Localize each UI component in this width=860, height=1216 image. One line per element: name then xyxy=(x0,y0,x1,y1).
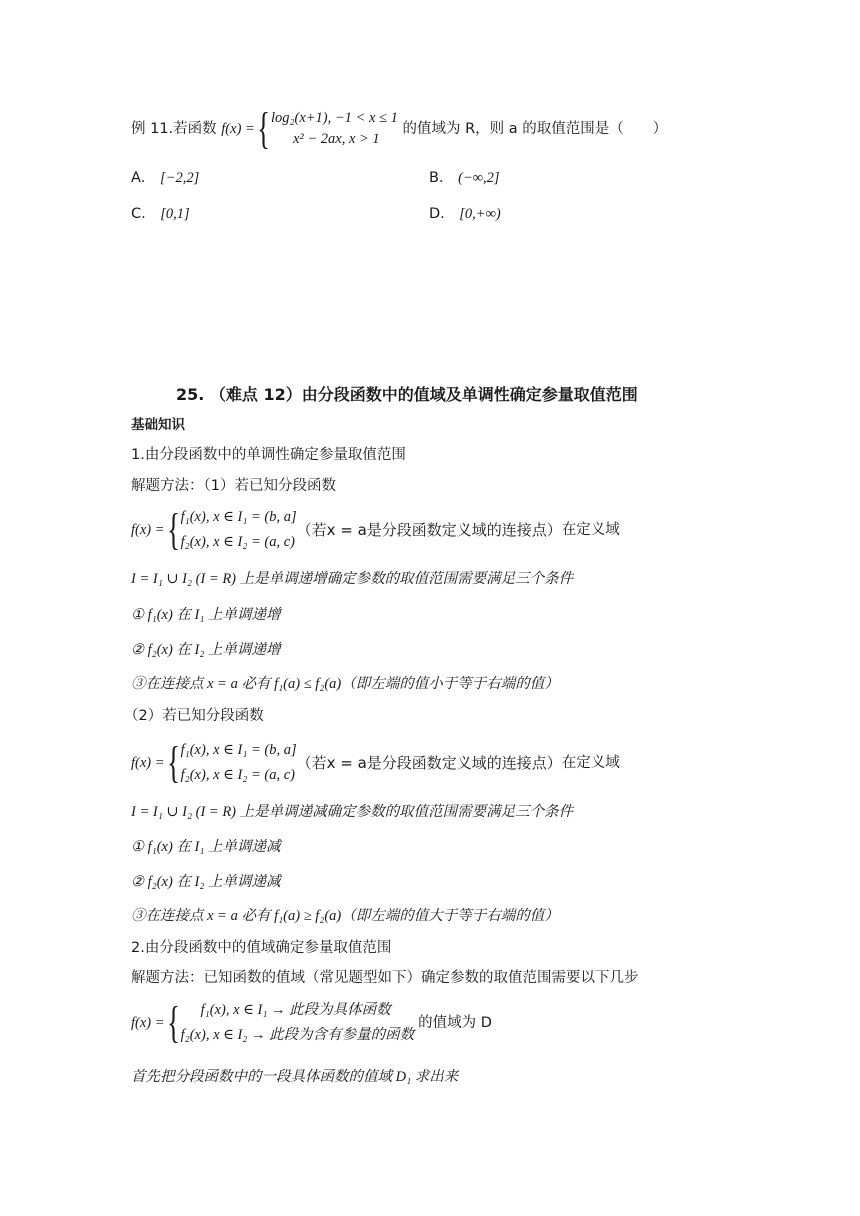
piece-row-1: f₁(x), x ∈ I₁ = (b, a] xyxy=(180,509,297,525)
increasing-statement: I = I₁ ∪ I₂ (I = R) 上是单调递增确定参数的取值范围需要满足三个条件 xyxy=(131,571,574,587)
example-11 xyxy=(131,104,668,153)
option-d: D． [0,+∞) xyxy=(429,206,501,222)
left-brace: { xyxy=(166,998,180,1047)
example-tail: 的值域为 R，则 a 的取值范围是（ ） xyxy=(402,121,668,137)
piecewise-2: f(x) = { f₁(x), x ∈ I₁ = (b, a] f₂(x), x ∈ I₂ = (a, c) （若x = a是分段函数定义域的连接点） 在定义域 xyxy=(131,738,620,787)
piecewise-3: f(x) = { f₁(x), x ∈ I₁ → 此段为具体函数 f₂(x), x ∈ I₂ → 此段为含有参量的函数 的值域为 D xyxy=(131,998,492,1047)
domain-tail: 在定义域 xyxy=(561,755,620,771)
connection-note: （若x = a是分段函数定义域的连接点） xyxy=(296,521,562,539)
decreasing-condition-2: ② f₂(x) 在 I₂ 上单调递减 xyxy=(131,874,281,890)
basic-knowledge-heading: 基础知识 xyxy=(131,417,185,433)
piece-row-1: f₁(x), x ∈ I₁ → 此段为具体函数 xyxy=(200,1002,391,1018)
connection-note: （若x = a是分段函数定义域的连接点） xyxy=(296,754,562,772)
option-c-value: [0,1] xyxy=(160,206,190,222)
left-brace: { xyxy=(166,505,180,554)
piece-row-2: f₂(x), x ∈ I₂ = (a, c) xyxy=(180,767,295,783)
option-b-value: (−∞,2] xyxy=(458,170,500,186)
section-title: 25. （难点 12）由分段函数中的值域及单调性确定参量取值范围 xyxy=(176,385,638,404)
example-label: 例 11.若函数 xyxy=(131,121,217,137)
piece-row-2: f₂(x), x ∈ I₂ = (a, c) xyxy=(180,534,295,550)
fx-label: f(x) = xyxy=(221,121,255,137)
method-2: （2）若已知分段函数 xyxy=(124,708,264,724)
piece-row-1: log₂(x+1), −1 < x ≤ 1 xyxy=(270,110,398,126)
increasing-condition-3: ③在连接点 x = a 必有 f₁(a) ≤ f₂(a)（即左端的值小于等于右端的值） xyxy=(131,676,559,692)
option-a-value: [−2,2] xyxy=(160,170,200,186)
method-1: 解题方法：（1）若已知分段函数 xyxy=(131,478,336,494)
increasing-condition-2: ② f₂(x) 在 I₂ 上单调递增 xyxy=(131,642,281,658)
option-c: C． [0,1] xyxy=(131,206,190,222)
option-a: A． [−2,2] xyxy=(131,170,200,186)
option-d-value: [0,+∞) xyxy=(459,206,501,222)
decreasing-statement: I = I₁ ∪ I₂ (I = R) 上是单调递减确定参数的取值范围需要满足三个条件 xyxy=(131,804,574,820)
left-brace: { xyxy=(166,738,180,787)
left-brace: { xyxy=(257,104,270,153)
paragraph-2: 2.由分段函数中的值域确定参量取值范围 xyxy=(131,940,392,956)
increasing-condition-1: ① f₁(x) 在 I₁ 上单调递增 xyxy=(131,607,281,623)
range-tail: 的值域为 D xyxy=(418,1015,492,1031)
final-line: 首先把分段函数中的一段具体函数的值域 D₁ 求出来 xyxy=(131,1069,459,1085)
decreasing-condition-1: ① f₁(x) 在 I₁ 上单调递减 xyxy=(131,839,281,855)
decreasing-condition-3: ③在连接点 x = a 必有 f₁(a) ≥ f₂(a)（即左端的值大于等于右端的值） xyxy=(131,908,559,924)
piecewise-1: f(x) = { f₁(x), x ∈ I₁ = (b, a] f₂(x), x ∈ I₂ = (a, c) （若x = a是分段函数定义域的连接点） 在定义域 xyxy=(131,505,620,554)
paragraph-1: 1.由分段函数中的单调性确定参量取值范围 xyxy=(131,447,406,463)
option-b: B． (−∞,2] xyxy=(429,170,500,186)
piece-row-2: x² − 2ax, x > 1 xyxy=(292,131,380,147)
example-piecewise xyxy=(221,104,398,153)
piece-row-2: f₂(x), x ∈ I₂ → 此段为含有参量的函数 xyxy=(180,1027,415,1043)
domain-tail: 在定义域 xyxy=(561,522,620,538)
method-3: 解题方法：已知函数的值域（常见题型如下）确定参数的取值范围需要以下几步 xyxy=(131,970,639,986)
piece-row-1: f₁(x), x ∈ I₁ = (b, a] xyxy=(180,742,297,758)
